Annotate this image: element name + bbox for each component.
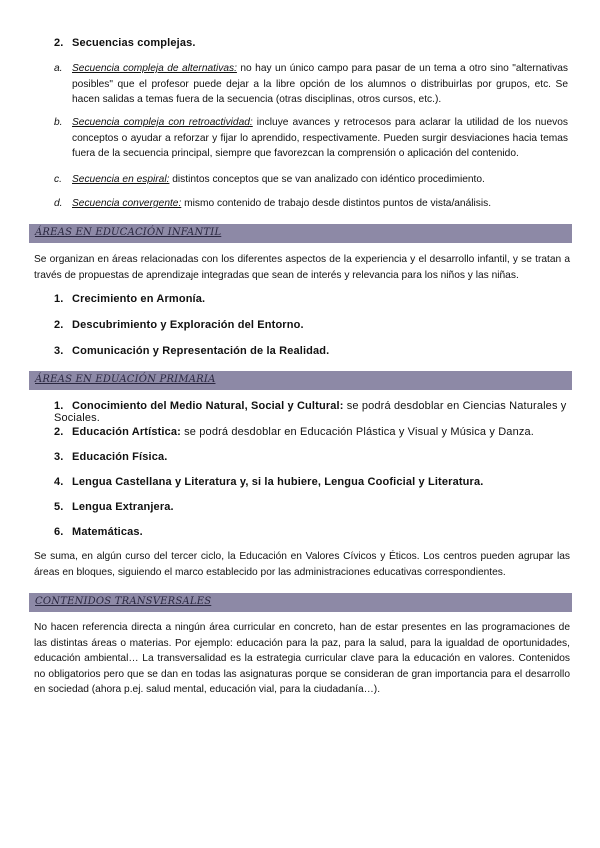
item-label: Lengua Extranjera. bbox=[72, 501, 174, 513]
secuencia-item-c bbox=[54, 172, 568, 188]
secuencias-heading-text: Secuencias complejas. bbox=[72, 37, 196, 49]
item-number: 1. bbox=[54, 400, 64, 412]
item-label: Lengua Castellana y Literatura y, si la hubiere, Lengua Cooficial y Literatura. bbox=[72, 476, 484, 488]
transversales-text: No hacen referencia directa a ningún área curricular en concreto, han de estar presentes en las programaciones de las distintas áreas o materias. Por ejemplo: educación para la paz, para la salud, para la igualdad de oportunidades, educación ambiental… La transversalidad es la estrategia curricular clave para la educación en valores. Contenidos no obligatorios pero que se dan en todas las asignaturas porque se consideran de gran importancia para el desarrollo en sociedad (ahora p.ej. salud mental, educación vial, para la ciudadanía…). bbox=[34, 622, 570, 695]
item-label: Crecimiento en Armonía. bbox=[72, 293, 206, 305]
item-rest: se podrá desdoblar en Educación Plástica y Visual y Música y Danza. bbox=[180, 426, 534, 438]
item-text: incluye avances y retrocesos para aclarar la utilidad de los nuevos conceptos o ayudar a reforzar y fijar lo aprendido, respectivamente. Pueden surgir desviaciones hacia temas fuera de la secuencia principal, siempre que favorezcan la comprensión o aplicación del contenido. bbox=[72, 117, 568, 159]
item-text: mismo contenido de trabajo desde distintos puntos de vista/análisis. bbox=[181, 198, 492, 209]
primaria-item-2 bbox=[54, 426, 570, 438]
primaria-item-3 bbox=[54, 451, 570, 463]
item-number: 4. bbox=[54, 476, 64, 488]
item-term: Secuencia en espiral: bbox=[72, 174, 170, 185]
primaria-item-4 bbox=[54, 476, 570, 488]
item-number: 1. bbox=[54, 293, 64, 305]
item-label: Comunicación y Representación de la Realidad. bbox=[72, 345, 330, 357]
item-letter: c. bbox=[54, 174, 62, 185]
item-number: 5. bbox=[54, 501, 64, 513]
item-term: Secuencia compleja de alternativas: bbox=[72, 63, 237, 74]
item-number: 2. bbox=[54, 319, 64, 331]
infantil-item-2 bbox=[54, 319, 570, 331]
item-term: Secuencia compleja con retroactividad: bbox=[72, 117, 253, 128]
item-number: 3. bbox=[54, 345, 64, 357]
item-label: Educación Artística: bbox=[72, 426, 181, 438]
item-term: Secuencia convergente: bbox=[72, 198, 182, 209]
item-letter: d. bbox=[54, 198, 63, 209]
primaria-item-1 bbox=[54, 400, 570, 424]
primaria-item-5 bbox=[54, 501, 570, 513]
item-letter: a. bbox=[54, 63, 63, 74]
item-text: no hay un único campo para pasar de un tema a otro sino "alternativas posibles" que el profesor puede dejar a la libre opción de los alumnos o distribuirlas por grupos, etc. Se hacen salidas a temas fuera de la secuencia (otras disciplinas, otros cursos, etc.). bbox=[72, 63, 568, 105]
section-title-infantil: ÁREAS EN EDUCACIÓN INFANTIL bbox=[35, 227, 222, 238]
section-band-transversales bbox=[29, 593, 572, 612]
item-label: Descubrimiento y Exploración del Entorno. bbox=[72, 319, 304, 331]
item-text: distintos conceptos que se van analizado con idéntico procedimiento. bbox=[169, 174, 485, 185]
item-label: Matemáticas. bbox=[72, 526, 143, 538]
primaria-item-6 bbox=[54, 526, 570, 538]
item-number: 6. bbox=[54, 526, 64, 538]
infantil-intro: Se organizan en áreas relacionadas con los diferentes aspectos de la experiencia y el desarrollo infantil, y se tratan a través de propuestas de aprendizaje integradas que sean de interés y relevancia para los niños y las niñas. bbox=[34, 254, 570, 281]
infantil-item-1 bbox=[54, 293, 570, 305]
secuencias-heading-number: 2. bbox=[54, 37, 64, 49]
item-number: 2. bbox=[54, 426, 64, 438]
item-rest: se podrá desdoblar en Ciencias Naturales y Sociales. bbox=[54, 400, 567, 424]
secuencia-item-b bbox=[54, 115, 568, 162]
secuencias-heading bbox=[54, 37, 570, 49]
section-band-infantil bbox=[29, 224, 572, 243]
item-number: 3. bbox=[54, 451, 64, 463]
item-letter: b. bbox=[54, 117, 63, 128]
section-title-transversales: CONTENIDOS TRANSVERSALES bbox=[35, 596, 212, 607]
item-label: Conocimiento del Medio Natural, Social y Cultural: bbox=[72, 400, 344, 412]
primaria-note: Se suma, en algún curso del tercer ciclo, la Educación en Valores Cívicos y Éticos. Los centros pueden agrupar las áreas en bloques, siguiendo el marco establecido por las administraciones educativas correspondientes. bbox=[34, 551, 570, 578]
secuencia-item-d bbox=[54, 196, 568, 212]
item-label: Educación Física. bbox=[72, 451, 168, 463]
section-title-primaria: ÁREAS EN EDUACIÓN PRIMARIA bbox=[35, 374, 216, 385]
section-band-primaria bbox=[29, 371, 572, 390]
infantil-item-3 bbox=[54, 345, 570, 357]
secuencia-item-a bbox=[54, 61, 568, 108]
